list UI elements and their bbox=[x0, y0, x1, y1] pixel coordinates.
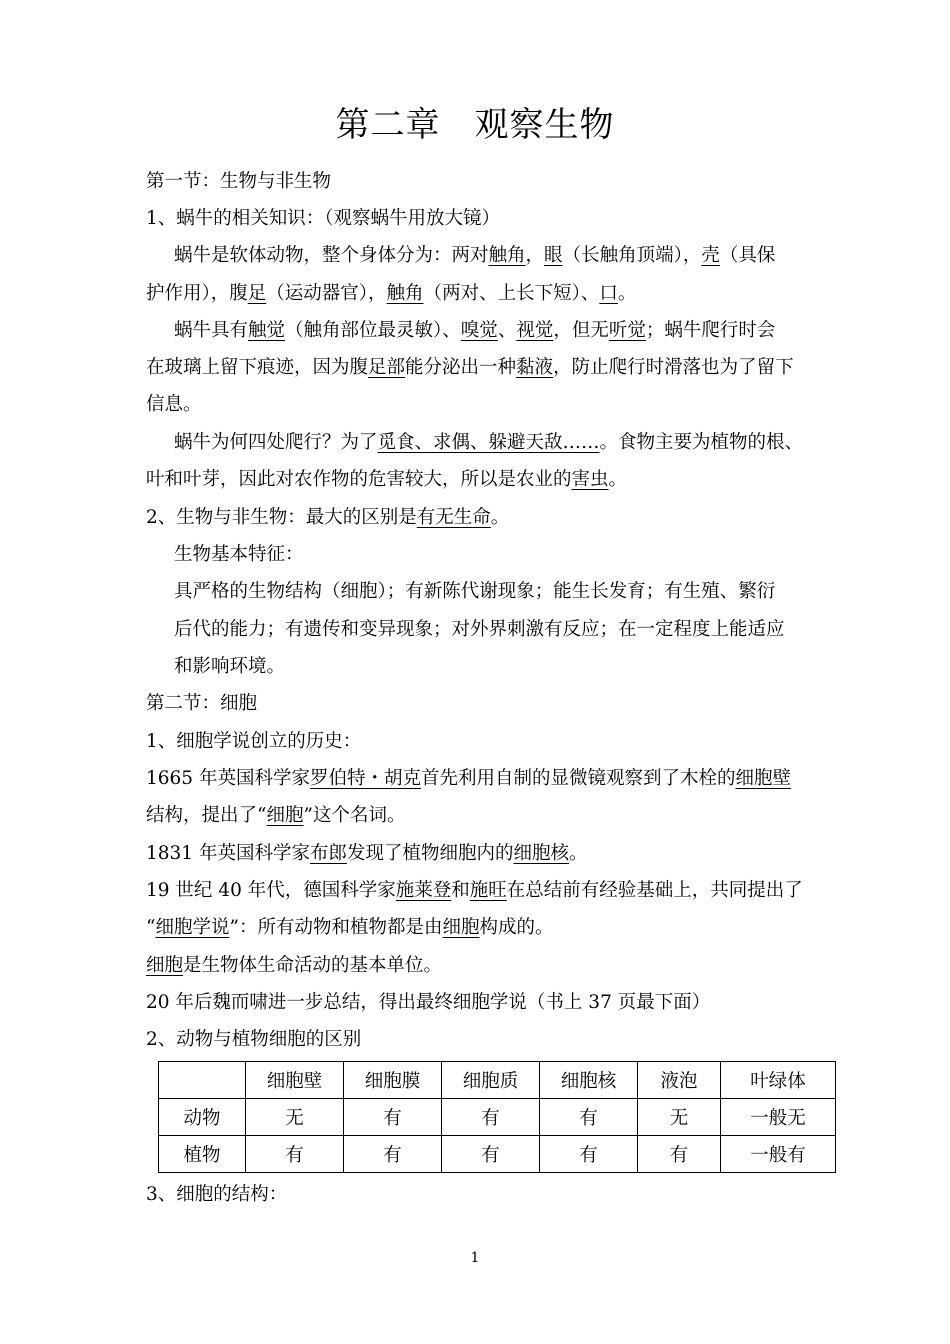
section-heading-1: 第一节：生物与非生物 bbox=[146, 171, 332, 192]
table-cell: 无 bbox=[638, 1099, 721, 1136]
table-cell: 有 bbox=[540, 1099, 638, 1136]
paragraph-line: 细胞是生物体生命活动的基本单位。 bbox=[146, 955, 443, 976]
paragraph-line: 1831 年英国科学家布郎发现了植物细胞内的细胞核。 bbox=[146, 843, 588, 864]
item-heading: 1、细胞学说创立的历史： bbox=[146, 731, 362, 752]
paragraph-line: 具严格的生物结构（细胞）；有新陈代谢现象；能生长发育；有生殖、繁衍 bbox=[174, 581, 776, 602]
table-cell: 有 bbox=[344, 1136, 442, 1173]
table-cell: 无 bbox=[246, 1099, 344, 1136]
paragraph-line: 1665 年英国科学家罗伯特・胡克首先利用自制的显微镜观察到了木栓的细胞壁 bbox=[146, 768, 792, 789]
section-heading-2: 第二节：细胞 bbox=[146, 693, 258, 714]
paragraph-line: 和影响环境。 bbox=[174, 656, 286, 677]
table-cell: 有 bbox=[246, 1136, 344, 1173]
paragraph-line: 叶和叶芽，因此对农作物的危害较大，所以是农业的害虫。 bbox=[146, 469, 628, 490]
chapter-name: 观察生物 bbox=[474, 105, 615, 145]
paragraph-line: 信息。 bbox=[146, 394, 202, 415]
table-cell: 有 bbox=[540, 1136, 638, 1173]
table-header-cell: 细胞壁 bbox=[246, 1062, 344, 1099]
table-cell: 一般无 bbox=[721, 1099, 836, 1136]
paragraph-line: 蜗牛为何四处爬行？为了觅食、求偶、躲避天敌……。食物主要为植物的根、 bbox=[174, 432, 804, 453]
table-header-row bbox=[159, 1062, 836, 1099]
paragraph-line: 生物基本特征： bbox=[174, 544, 304, 565]
item-heading: 2、生物与非生物：最大的区别是有无生命。 bbox=[146, 507, 510, 528]
paragraph-line: 在玻璃上留下痕迹，因为腹足部能分泌出一种黏液，防止爬行时滑落也为了留下 bbox=[146, 357, 794, 378]
cell-comparison-table bbox=[158, 1061, 836, 1173]
table-cell: 有 bbox=[344, 1099, 442, 1136]
table-cell: 有 bbox=[442, 1099, 540, 1136]
table-cell: 动物 bbox=[159, 1099, 246, 1136]
table-row bbox=[159, 1136, 836, 1173]
item-heading: 3、细胞的结构： bbox=[146, 1184, 288, 1205]
paragraph-line: 蜗牛是软体动物，整个身体分为：两对触角，眼（长触角顶端），壳（具保 bbox=[174, 245, 776, 266]
table-header-cell bbox=[159, 1062, 246, 1099]
paragraph-line: 19 世纪 40 年代，德国科学家施莱登和施旺在总结前有经验基础上，共同提出了 bbox=[146, 880, 803, 901]
paragraph-line: 后代的能力；有遗传和变异现象；对外界刺激有反应；在一定程度上能适应 bbox=[174, 619, 785, 640]
table-header-cell: 叶绿体 bbox=[721, 1062, 836, 1099]
table-header-cell: 细胞膜 bbox=[344, 1062, 442, 1099]
paragraph-line: “细胞学说”：所有动物和植物都是由细胞构成的。 bbox=[146, 917, 554, 938]
table-header-cell: 细胞质 bbox=[442, 1062, 540, 1099]
item-heading: 1、蜗牛的相关知识：（观察蜗牛用放大镜） bbox=[146, 208, 501, 229]
paragraph-line: 蜗牛具有触觉（触角部位最灵敏）、嗅觉、视觉，但无听觉；蜗牛爬行时会 bbox=[174, 320, 776, 341]
paragraph-line: 结构，提出了“细胞”这个名词。 bbox=[146, 805, 406, 826]
table-header-cell: 细胞核 bbox=[540, 1062, 638, 1099]
table-cell: 一般有 bbox=[721, 1136, 836, 1173]
chapter-title bbox=[0, 100, 950, 150]
paragraph-line: 护作用），腹足（运动器官），触角（两对、上长下短）、口。 bbox=[146, 283, 637, 304]
table-header-cell: 液泡 bbox=[638, 1062, 721, 1099]
table-cell: 有 bbox=[638, 1136, 721, 1173]
chapter-number: 第二章 bbox=[335, 105, 441, 145]
paragraph-line: 20 年后魏而啸进一步总结，得出最终细胞学说（书上 37 页最下面） bbox=[146, 992, 711, 1013]
table-cell: 有 bbox=[442, 1136, 540, 1173]
table-cell: 植物 bbox=[159, 1136, 246, 1173]
page-number: 1 bbox=[470, 1250, 480, 1266]
table-row bbox=[159, 1099, 836, 1136]
item-heading: 2、动物与植物细胞的区别 bbox=[146, 1029, 362, 1050]
